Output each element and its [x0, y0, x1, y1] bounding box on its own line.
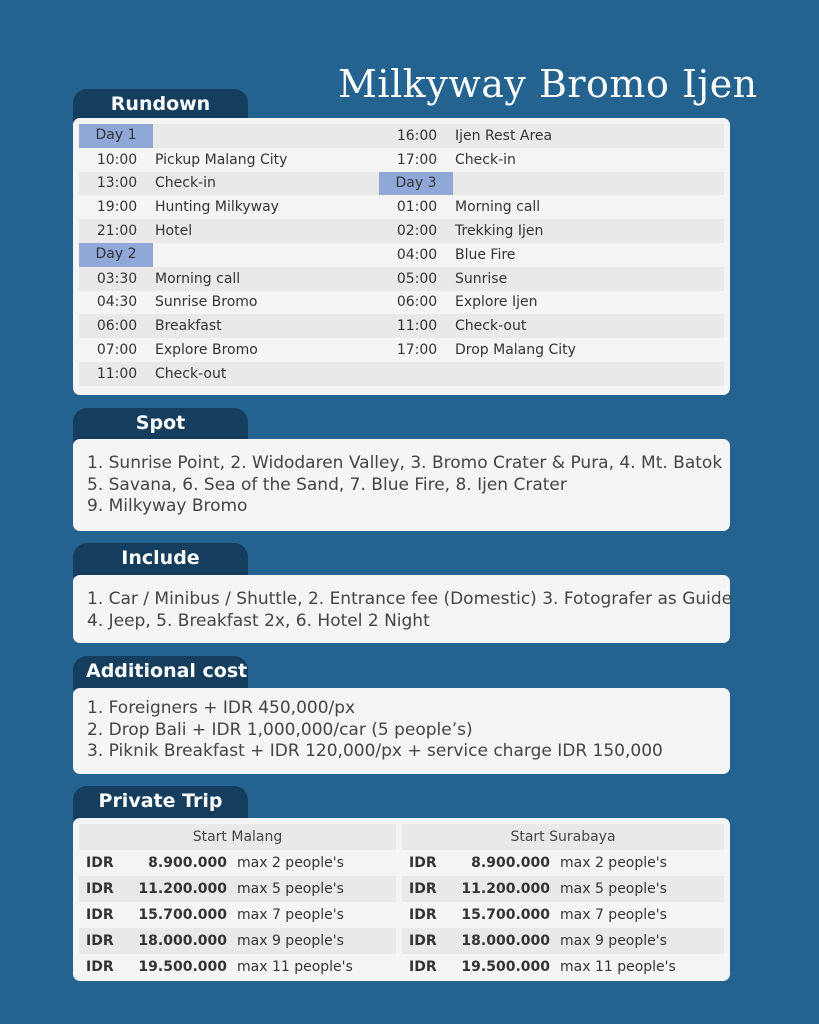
schedule-time: 11:00	[96, 365, 138, 382]
schedule-activity: Sunrise Bromo	[155, 294, 258, 311]
schedule-row	[379, 314, 724, 338]
schedule-time: 16:00	[396, 127, 438, 144]
schedule-activity: Hunting Milkyway	[155, 199, 279, 216]
schedule-time: 13:00	[96, 175, 138, 192]
price-capacity: max 11 people's	[560, 959, 676, 975]
price-currency: IDR	[86, 855, 114, 871]
schedule-activity: Ijen Rest Area	[455, 127, 553, 144]
price-amount: 18.000.000	[138, 933, 227, 949]
spot-line: 1. Sunrise Point, 2. Widodaren Valley, 3. Bromo Crater & Pura, 4. Mt. Batok	[87, 453, 723, 473]
schedule-activity: Check-in	[155, 175, 216, 192]
schedule-time: 04:00	[396, 246, 438, 263]
additional-cost-line: 3. Piknik Breakfast + IDR 120,000/px + service charge IDR 150,000	[87, 741, 663, 762]
day-label: Day 3	[379, 172, 453, 196]
private-trip-panel	[73, 818, 730, 981]
schedule-activity: Check-in	[455, 151, 516, 168]
page-title: Milkyway Bromo Ijen	[338, 62, 758, 106]
price-table-malang	[79, 824, 396, 980]
schedule-row	[79, 172, 395, 196]
schedule-row	[379, 195, 724, 219]
schedule-activity: Sunrise	[455, 270, 508, 287]
schedule-time: 17:00	[396, 151, 438, 168]
price-capacity: max 5 people's	[560, 881, 667, 897]
price-currency: IDR	[86, 933, 114, 949]
price-row	[402, 902, 724, 928]
schedule-time: 02:00	[396, 223, 438, 240]
price-amount: 8.900.000	[148, 855, 227, 871]
spot-line: 5. Savana, 6. Sea of the Sand, 7. Blue Fire, 8. Ijen Crater	[87, 474, 567, 495]
schedule-time: 07:00	[96, 342, 138, 359]
rundown-left-column	[79, 124, 395, 386]
schedule-row	[79, 338, 395, 362]
schedule-activity: Drop Malang City	[455, 342, 576, 359]
price-table-surabaya	[402, 824, 724, 980]
schedule-row	[79, 291, 395, 315]
price-currency: IDR	[86, 907, 114, 923]
price-capacity: max 9 people's	[237, 933, 344, 949]
day-row	[79, 124, 395, 148]
schedule-activity: Explore Bromo	[155, 342, 258, 359]
schedule-time: 19:00	[96, 199, 138, 216]
schedule-activity: Morning call	[455, 199, 541, 216]
schedule-activity: Check-out	[155, 365, 227, 382]
price-currency: IDR	[409, 959, 437, 975]
schedule-time: 03:30	[96, 270, 138, 287]
price-amount: 19.500.000	[138, 959, 227, 975]
price-row	[79, 928, 396, 954]
price-capacity: max 2 people's	[237, 855, 344, 871]
include-line: 1. Car / Minibus / Shuttle, 2. Entrance fee (Domestic) 3. Fotografer as Guide	[87, 589, 733, 609]
schedule-row	[379, 267, 724, 291]
private-trip-tab: Private Trip	[73, 786, 248, 820]
schedule-time: 01:00	[396, 199, 438, 216]
rundown-tab: Rundown	[73, 89, 248, 123]
schedule-row	[79, 148, 395, 172]
price-row	[79, 850, 396, 876]
price-currency: IDR	[86, 959, 114, 975]
price-amount: 11.200.000	[138, 881, 227, 897]
price-currency: IDR	[409, 907, 437, 923]
schedule-row	[379, 338, 724, 362]
schedule-row	[379, 243, 724, 267]
schedule-row	[379, 291, 724, 315]
spot-panel	[73, 439, 730, 531]
schedule-activity: Morning call	[155, 270, 241, 287]
include-tab: Include	[73, 543, 248, 577]
rundown-right-column	[379, 124, 724, 386]
price-table-title: Start Malang	[79, 824, 396, 850]
schedule-time: 04:30	[96, 294, 138, 311]
day-label: Day 2	[79, 243, 153, 267]
price-row	[79, 954, 396, 980]
schedule-row	[79, 267, 395, 291]
schedule-row	[379, 362, 724, 386]
price-amount: 18.000.000	[461, 933, 550, 949]
price-amount: 8.900.000	[471, 855, 550, 871]
schedule-row	[379, 148, 724, 172]
schedule-row	[379, 124, 724, 148]
price-capacity: max 11 people's	[237, 959, 353, 975]
schedule-time: 05:00	[396, 270, 438, 287]
schedule-time: 10:00	[96, 151, 138, 168]
schedule-time: 17:00	[396, 342, 438, 359]
day-label: Day 1	[79, 124, 153, 148]
price-table-title: Start Surabaya	[402, 824, 724, 850]
schedule-row	[79, 362, 395, 386]
price-capacity: max 5 people's	[237, 881, 344, 897]
price-amount: 19.500.000	[461, 959, 550, 975]
additional-cost-line: 1. Foreigners + IDR 450,000/px	[87, 698, 356, 718]
spot-tab: Spot	[73, 408, 248, 442]
price-amount: 15.700.000	[138, 907, 227, 923]
price-capacity: max 7 people's	[560, 907, 667, 923]
price-row	[402, 876, 724, 902]
price-row	[402, 954, 724, 980]
schedule-time: 21:00	[96, 223, 138, 240]
schedule-activity: Explore Ijen	[455, 294, 538, 311]
price-amount: 11.200.000	[461, 881, 550, 897]
include-panel	[73, 575, 733, 643]
day-row	[79, 243, 395, 267]
additional-cost-line: 2. Drop Bali + IDR 1,000,000/car (5 people’s)	[87, 719, 473, 740]
schedule-activity: Breakfast	[155, 318, 222, 335]
schedule-activity: Blue Fire	[455, 246, 516, 263]
day-row	[379, 172, 724, 196]
spot-line: 9. Milkyway Bromo	[87, 496, 248, 517]
price-row	[402, 850, 724, 876]
price-row	[402, 928, 724, 954]
schedule-time: 11:00	[396, 318, 438, 335]
schedule-activity: Check-out	[455, 318, 527, 335]
price-currency: IDR	[86, 881, 114, 897]
schedule-row	[79, 219, 395, 243]
schedule-row	[379, 219, 724, 243]
schedule-activity: Pickup Malang City	[155, 151, 288, 168]
schedule-activity: Hotel	[155, 223, 193, 240]
additional-cost-panel	[73, 688, 730, 774]
price-currency: IDR	[409, 933, 437, 949]
schedule-time: 06:00	[396, 294, 438, 311]
schedule-row	[79, 314, 395, 338]
price-capacity: max 9 people's	[560, 933, 667, 949]
include-line: 4. Jeep, 5. Breakfast 2x, 6. Hotel 2 Night	[87, 610, 430, 631]
price-currency: IDR	[409, 881, 437, 897]
schedule-row	[79, 195, 395, 219]
price-capacity: max 7 people's	[237, 907, 344, 923]
price-currency: IDR	[409, 855, 437, 871]
additional-cost-tab: Additional cost	[73, 656, 248, 690]
price-amount: 15.700.000	[461, 907, 550, 923]
price-row	[79, 876, 396, 902]
schedule-time: 06:00	[96, 318, 138, 335]
rundown-panel	[73, 118, 730, 395]
price-capacity: max 2 people's	[560, 855, 667, 871]
schedule-activity: Trekking Ijen	[455, 223, 544, 240]
price-row	[79, 902, 396, 928]
